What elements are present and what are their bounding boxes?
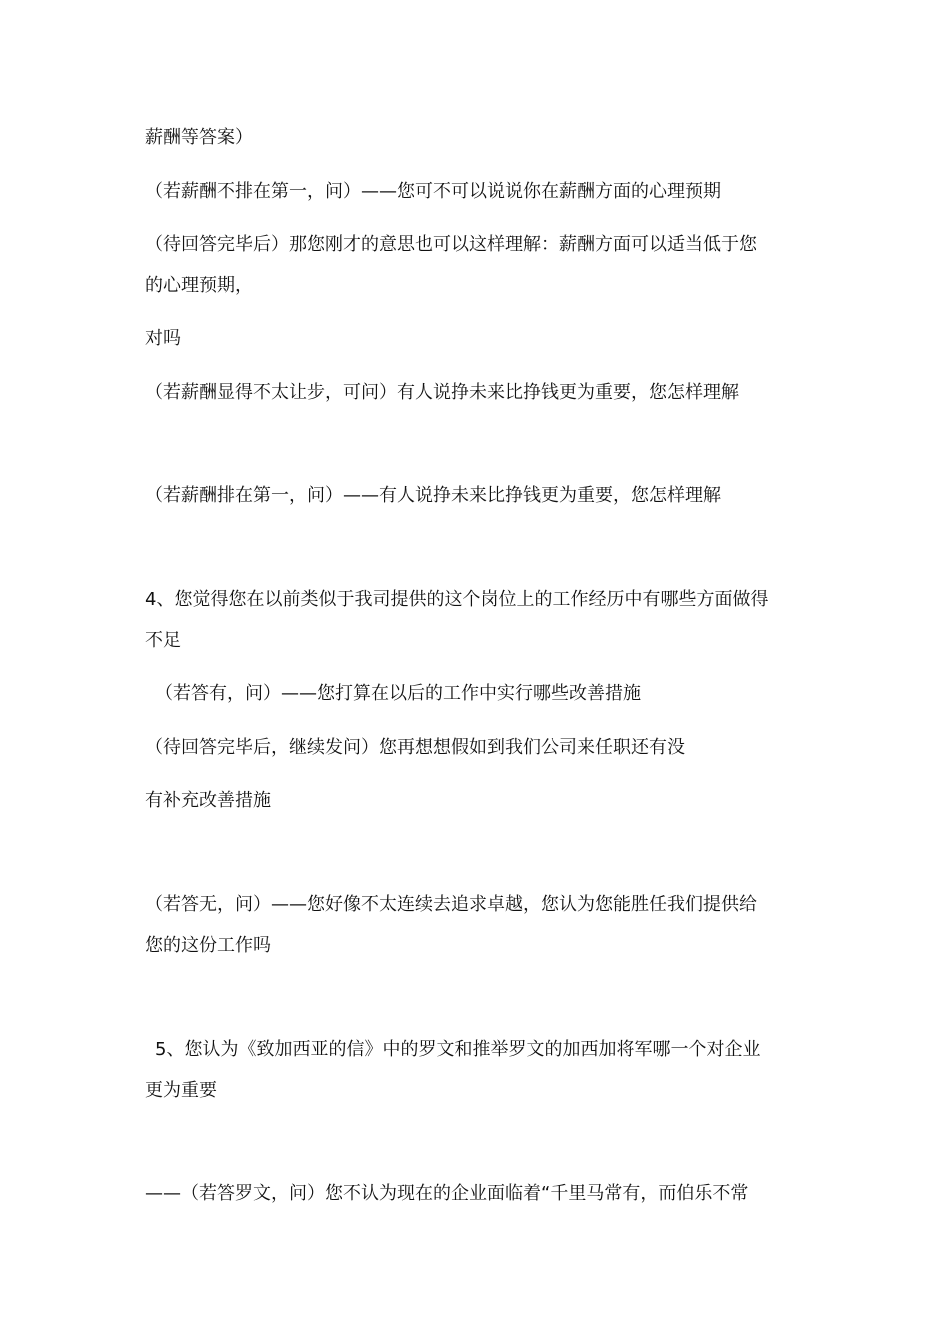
text-line-13: （若答无，问）——您好像不太连续去追求卓越，您认为您能胜任我们提供给 [145, 894, 757, 915]
text-line-15: 5、您认为《致加西亚的信》中的罗文和推举罗文的加西加将军哪一个对企业 [155, 1039, 761, 1060]
text-line-10: （若答有，问）——您打算在以后的工作中实行哪些改善措施 [155, 683, 641, 704]
text-line-14: 您的这份工作吗 [145, 935, 271, 956]
text-line-2: （若薪酬不排在第一，问）——您可不可以说说你在薪酬方面的心理预期 [145, 181, 721, 202]
text-line-5: 对吗 [145, 328, 181, 349]
text-line-11: （待回答完毕后，继续发问）您再想想假如到我们公司来任职还有没 [145, 737, 685, 758]
text-line-17: ——（若答罗文，问）您不认为现在的企业面临着“千里马常有，而伯乐不常 [145, 1183, 749, 1204]
text-line-8: 4、您觉得您在以前类似于我司提供的这个岗位上的工作经历中有哪些方面做得 [145, 589, 769, 610]
text-line-12: 有补充改善措施 [145, 790, 271, 811]
text-line-9: 不足 [145, 630, 181, 651]
text-line-4: 的心理预期， [145, 275, 253, 296]
text-line-6: （若薪酬显得不太让步，可问）有人说挣未来比挣钱更为重要，您怎样理解 [145, 382, 739, 403]
text-line-16: 更为重要 [145, 1080, 217, 1101]
text-line-1: 薪酬等答案） [145, 127, 253, 148]
text-line-3: （待回答完毕后）那您刚才的意思也可以这样理解：薪酬方面可以适当低于您 [145, 234, 757, 255]
text-line-7: （若薪酬排在第一，问）——有人说挣未来比挣钱更为重要，您怎样理解 [145, 485, 721, 506]
